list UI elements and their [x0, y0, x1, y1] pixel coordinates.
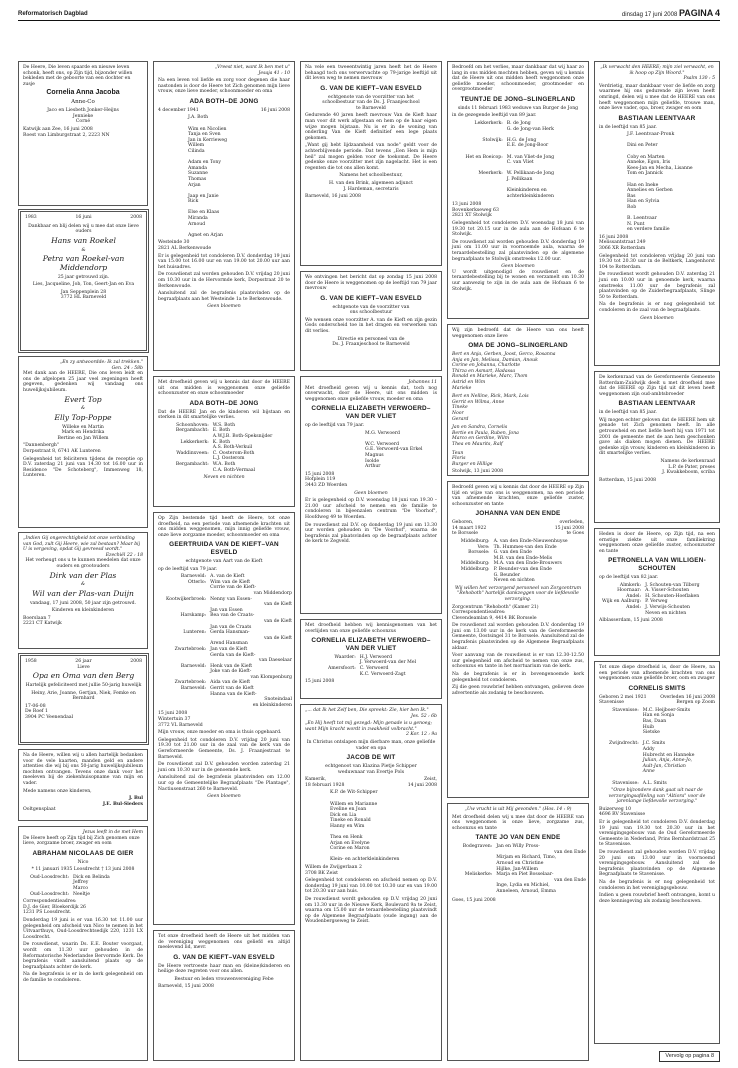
- couple-name-2: Elly Top-Poppe: [54, 412, 112, 422]
- address: 15 juni 2008: [305, 679, 335, 685]
- bible-verse: Jezus leeft in de met Hem: [82, 830, 143, 835]
- verse-ref: Ezechiël 22 : 18: [105, 552, 143, 558]
- ad-text: Donderdag 19 juni is er van 16.30 tot 11.00 uur gelegenheid om afscheid van Nico te nemen in het Uitvaarthuys, Oud-Loosdrechtsedijk 220, 1231 LX Loosdrecht.: [23, 917, 143, 940]
- signature: J. Bul J.E. Bul-Sieders: [102, 796, 143, 807]
- anniversary-announcement-berg: [20, 655, 147, 743]
- address: Alblasserdam, 15 juni 2008: [599, 618, 663, 624]
- ad-text: De rouwdienst zal D.V. gehouden worden zaterdag 21 juni om 10.30 uur in de genoemde kerk.: [158, 762, 290, 773]
- ad-text: Met droefheid geven wij u kennis dat, toch nog onverwacht, door de Heere, uit ons midden is weggenomen onze geliefde vrouw, moeder en oma: [305, 385, 437, 402]
- children-names: Heiny, Arie, Joanne, Gertjan, Niek, Femke en Bernhard: [31, 690, 136, 702]
- deceased-name: JACOB DE WIT: [346, 754, 396, 762]
- deceased-name: ADA BOTH–DE JONG: [189, 399, 259, 407]
- signature: Directie en personeel van de Ds. J. Fraanjeschool te Barneveld: [332, 336, 410, 348]
- deceased-name: ADA BOTH–DE JONG: [189, 97, 259, 105]
- deceased-subtitle: echtgenote van de voorzitter van ons schoolbestuur: [332, 304, 410, 316]
- relatives-list: Lekkerkerk: B. de Jong G. de Jong-van Herk Stolwijk: H.G. de Jong E.E. de Jong-Boor Het en Boeicop: M. van Vliet-de Jong C. van Vliet Meerkerk: W. Pellikaan-de Jong J. Pellikaan Kleinkinderen en achterkleinkinderen: [465, 120, 555, 199]
- address: Jan Seppenplein 28 3772 HL Barneveld: [60, 289, 107, 301]
- relatives-list: Stavenisse: M.C. Heijboer-Smits Han en Sonja Bas, Daan Huib Sietske Zwijndrecht: J.C. Smits Addy Hubrecht en Hanneke Julian, Anja, Anne-Jo, Ault-Jan, Christian Anne Stavenisse: A.L. Smits: [608, 707, 695, 786]
- ad-text: De rouwdienst zal worden gehouden D.V. vrijdag 20 juni om 10.30 uur in de Hervormde kerk, Dorpsstraat 20 te Berkenwoude.: [158, 272, 290, 289]
- ad-text: De kerkenraad van de Gereformeerde Gemeente Rotterdam-Zuidwijk deelt u met droefheid mee dat de HEERE op Zijn tijd uit dit leven heeft weggenomen zijn oud-ambtsbroeder: [599, 375, 715, 397]
- address: Buizerweg 10 4696 RV Stavenisse: [599, 806, 646, 818]
- anniversary-announcement-top: [18, 356, 148, 528]
- ad-text: Hartelijk gefeliciteerd met jullie 50-jarig huwelijk: [25, 682, 142, 688]
- ampersand: &: [80, 406, 86, 412]
- obituary-cornelis-smits: [594, 661, 720, 1044]
- relatives-list: Bodegraven: Jan en Willy Pross- van den Ende Mirjam en Richard, Timo, Arnoud en Christine Hijlke, Jan-Willem Meliskerke: Marja en Piet Bosselaar- van den Ende Inge, Lydia en Michiel, Anneleen, Arnoud, Emma: [462, 844, 586, 894]
- ad-text: De Heere vertroeste haar man en (kleine)kinderen en heilige deze regreten voor ons allen.: [158, 963, 290, 975]
- address: Westeinde 30 2821 AL Berkenwoude: [158, 240, 212, 252]
- life-dates: 14 maart 1922 15 juni 2008: [452, 525, 584, 531]
- ad-text: Indien u geen rouwbrief heeft ontvangen, komt u deze kennisgeving als zodanig beschouwen.: [599, 893, 715, 904]
- obituary-teuntje-de-jong: [447, 61, 589, 319]
- obituary-de-gier: [18, 826, 148, 1061]
- relatives-list: Almkerk: J. Schouten-van Tilborg Hoornaar: A. Visser-Schouten Andel: H. Schouten-Hoeflaken Wijk en Aalburg: P. Verweg Andel: J. Verwijs-Schouten Neven en nichten: [602, 582, 700, 616]
- date-row: 1958 26 jaar 2008: [25, 659, 142, 664]
- deceased-name: TANTE JO VAN DEN ENDE: [475, 834, 561, 842]
- ampersand: &: [81, 247, 86, 253]
- verse-ref: Gen. 24 : 58b: [111, 365, 143, 371]
- obituary-johanna-van-den-ende: [447, 481, 589, 798]
- relatives-list: Waarder: H.J. Verwoerd J. Verwoerd-van der Mel Amersfoort: C. Verwoerd K.C. Verwoerd-Zagt: [328, 654, 417, 677]
- couple-name: Opa en Oma van den Berg: [32, 671, 135, 681]
- ad-text: Er is gelegenheid tot condoleren D.V. donderdag 19 juni van 15.00 tot 16.00 uur en van 19.00 tot 20.00 uur aan het huisadres.: [158, 253, 290, 270]
- date-row: 1983 16 juni 2008: [25, 215, 142, 220]
- ad-text: We wensen onze voorzitter A. van de Kieft en zijn gezin Gods onderscheid toe in het dragen en verwerken van dit verlies.: [305, 317, 437, 334]
- life-dates: * 11 januari 1935 Loosdrecht † 13 juni 2008: [31, 867, 135, 873]
- deceased-name: CORNELIA ELIZABETH VERWOERD–VAN DER VLIET: [311, 637, 431, 652]
- address: Ooltgensplaat: [23, 807, 56, 813]
- deceased-name: JOHANNA VAN DEN ENDE: [475, 510, 561, 518]
- address: Willem de Zwijgerlaan 2 3708 BK Zeist: [305, 865, 362, 876]
- ad-text: We ontvingen het bericht dat op zondag 15 juni 2008 door de Heere is weggenomen op de leeftijd van 79 jaar mevrouw: [305, 275, 437, 292]
- relatives-list: J.F. Leentvaar-Pronk Dini en Peter Coby en Marten Anneke, Egon, Iris Kees-Jan en Mecha, Lisanne Tom en Jannick Han en Ineke Annelies en Gerben Bas Han en Sylvia Rob B. Leentvaar N. Punt en verdere familie: [627, 132, 693, 233]
- ad-text: Aansluitend zal de begrafenis plaatsvinden om 12.00 uur op de Gemeentelijke Begraafplaats "De Plantage", Nactiusenstraat 260 te Barneveld.: [158, 775, 290, 792]
- address: 17-06-08 De Roef 1 3904 PC Veenendaal: [25, 703, 74, 720]
- children-names: Kinderen en kleinkinderen: [51, 608, 115, 614]
- relatives-list: Barneveld: A. van de Kieft Otterlo: Wim van de Kieft Corrie van de Kieft- van Middendorp Kootwijkerbroek: Nenny van Essen- van de Kieft Jan van Essen Harskamp: Bea van de Craats- van de Kieft Jan van de Craats Lunteren: Gerda Hansman- van de Kieft Arend Hansman Zwartebroek: Jan van de Kieft Gerda van de Kieft- van Daeselaar Barneveld: Henk van de Kieft Joke van de Kieft- van Klompenburg Zwartebroek: Aida van de Kieft Barneveld: Gerrit van de Kieft Hanna van de Kieft- Snoteindaal en kleinkinderen: [165, 574, 292, 708]
- deceased-subtitle: weduwnaar van Evertje Pols: [337, 769, 405, 775]
- deceased-name: BASTIAAN LEENTVAAR: [618, 114, 696, 122]
- deceased-nickname: Nico: [77, 859, 89, 865]
- couple-name-1: Dirk van der Plas: [49, 570, 117, 580]
- closing-note: Geen bloemen: [207, 794, 241, 800]
- closing-note: Geen bloemen: [354, 490, 388, 496]
- deceased-name: G. VAN DE KIEFT–VAN ESVELD: [320, 84, 422, 92]
- ad-text: De rouwdienst, waarin Ds. E.E. Bouter voorgaat, wordt om 11.30 uur gehouden in de Reformatorische Nederlandse Bervormde Kerk. De begrafenis vindt aansluitend plaats op de begraafplaats achter de kerk.: [23, 942, 143, 970]
- ad-text: De rouwdienst zal D.V. op donderdag 19 juni om 13.30 uur worden gehouden in "De Voorhof", waarna de begrafenis zal plaatsvinden op de begraafplaats achter de kerk te Zegveld.: [305, 522, 437, 545]
- deceased-name: CORNELIS SMITS: [628, 684, 686, 692]
- deceased-name: BASTIAAN LEENTVAAR: [618, 400, 696, 408]
- signature: Namens het schoolbestuur,: [339, 173, 403, 179]
- ad-text: De rouwdienst zal worden gehouden D.V. donderdag 19 juni om 13.00 uur in de kerk van de Gereformeerde Gemeente, Oostsingel 31 te Borssele. Aansluitend zal de begrafenis plaatsvinden op de Algemene Begraafplaats aldaar.: [452, 623, 584, 651]
- address: Dorpsstraat 8, 6741 AK Lunteren: [23, 448, 101, 454]
- ad-text: Na de Heere, willen wij u allen hartelijk bedanken voor de vele kaarten, manden geld en andere attenties die wij bij ons 50-jarig huwelijksjubileum mochten ontvangen. Tevens onze dank voor het meeleven bij de ziekenhuisopname van mijn en vader.: [23, 753, 143, 786]
- address: Stolwijk, 13 juni 2008: [452, 469, 504, 475]
- anniversary-announcement-roekel: [20, 211, 147, 351]
- ad-text: Na de begrafenis is er nog gelegenheid tot condoleren in het verenigingsgebouw.: [599, 880, 715, 891]
- page-header: [18, 5, 720, 21]
- salutation: Lieve: [77, 664, 90, 670]
- newspaper-name: Reformatorisch Dagblad: [18, 10, 88, 17]
- obituary-kieft-vereniging: [153, 930, 295, 1061]
- life-dates: 4 december 1941 16 juni 2008: [158, 107, 290, 113]
- page-date: dinsdag 17 juni 2008 PAGINA 4: [621, 7, 720, 18]
- couple-name-2: Petra van Roekel-van Middendorp: [42, 254, 125, 272]
- ad-text: De Heere, Die leven spaarde en nieuwe leven schonk, heeft ons, op Zijn tijd, bijzonder willen bekleden met de geboorte van een dochter en zusje: [23, 65, 133, 87]
- continued-on-page-link[interactable]: Vervolg op pagina 8: [659, 1051, 720, 1062]
- deceased-age: op de leeftijd van 79 jaar.: [158, 566, 218, 572]
- ad-text: Op Zijn bestemde tijd heeft de Heere, tot onze droefheid, na een periode van afnemende krachten uit ons midden weggenomen, mijn innig geliefde vrouw, onze lieve zorgzame moeder, schoonmoeder en oma: [158, 516, 290, 538]
- relatives-list: Oud-Loosdrecht: Dick en Belinda Jeffrey Marco Oud-Loosdrecht: Neeltje: [30, 874, 110, 897]
- ad-text: Bedroefd om het verlies, maar dankbaar dat wij haar zo lang in ons midden mochten hebben, geven wij u kennis dat de Heere uit ons midden heeft weggenomen onze geliefde moeder, schoonmoeder, grootmoeder en overgrootmoeder: [452, 65, 584, 93]
- ad-text: Mede namens onze kinderen,: [23, 788, 92, 794]
- ad-text: De rouwdienst zal worden gehouden D.V. donderdag 19 juni om 11.00 uur in voornoemde aula, waarna de teraardebestelling zal plaatsvinden op de algemene begraafplaats te Stolwijk omstreeks 12.00 uur.: [452, 239, 584, 262]
- ad-text: Gedurende 40 jaren heeft mevrouw Van de Kieft haar man voor dit werk afgestaan en hem op de haar eigen wijze mogen bijstaan. Nu is er in de woning van onderling Van de Kieft definitief een lege plaats gekomen.: [305, 113, 437, 141]
- deceased-name: CORNELIA ELIZABETH VERWOERD–VAN DER VLIET: [311, 405, 431, 421]
- thanks-note: Wij willen het verzorgend personeel van Zorgcentrum "Rehoboth" hartelijk dankzeggen voor de liefdevolle verzorging.: [454, 585, 582, 602]
- address: Barneveld, 15 juni 2008: [158, 984, 214, 990]
- obituary-ada-both: [153, 61, 295, 371]
- child-name: Cornelia Anna Jacoba: [46, 89, 120, 97]
- address: Rotterdam, 15 juni 2008: [599, 477, 657, 483]
- ad-text: Gelegenheid tot condoleren D.V. woensdag 18 juni van 19.30 tot 20.15 uur in de aula aan de Hofsaan 6 te Stolwijk.: [452, 221, 584, 238]
- anniversary-announcement-plas: [18, 532, 148, 649]
- ad-text: „Want gij hebt lijdzaamheid van node" geldt voor de achterblijvende periode. Dat tevens „Een Hem is mijn heil" zal mogen gelden voor de toekomst. De Heere gedenke onze voorzitter met zijn nagelacht. Het is een regenten die tot ons allen komt.: [305, 143, 437, 171]
- ad-text: In Christus ontslapen mijn dierbare man, onze geliefde vader en opa: [306, 739, 436, 751]
- ad-text: De rouwdienst zal gehouden worden D.V. vrijdag 20 juni om 13.00 uur in voornoemd verenigingsgebouw. Aansluitend zal de begrafenis plaatsvinden op de Algemene Begraafplaats te Stavenisse.: [599, 850, 715, 878]
- ampersand: &: [80, 582, 86, 588]
- bible-verse: „Indien Gij ongerechtigheid tot onze verbinding van God, zult Gij Heere, wie zal bestaan? Maar bij U is vergeving, opdat Gij gevreesd wordt.": [23, 536, 141, 553]
- deceased-name: G. VAN DE KIEFT–VAN ESVELD: [173, 953, 275, 961]
- bible-verse: „Uw vrucht is uit Mij gevonden." (Hos. 14 : 9): [464, 807, 572, 812]
- ad-text: Wij zijn bedroefd dat de Heere van ons heeft weggenomen onze lieve: [452, 328, 584, 339]
- ad-text: Tot onze diepe droefheid is, door de Heere, na een periode van afnemende krachten van ons weggenomen onze geliefde broer, oom en zwager: [599, 665, 715, 682]
- ad-text: Gelegenheid tot condoleren D.V. vrijdag 20 juni van 19.30 tot 21.00 uur in de zaal van de kerk van de Gereformeerde Gemeente, Ds. J. Fraanjestraat te Barneveld.: [158, 737, 290, 760]
- obituary-petronella-van-willigen: [594, 528, 720, 656]
- deceased-subtitle: sinds 11 februari 1983 weduwe van Burger de Jong: [457, 105, 579, 111]
- address: Goes, 15 juni 2008: [452, 897, 496, 903]
- correspondence-address: Zorgcentrum "Rehoboth" (Kamer 21) Correspondentieadres: Clevendeamlan 9, 4414 BK Borssele: [452, 604, 539, 621]
- ad-text: Met droefheid geven wij u kennis dat door de HEERE uit ons midden is weggenomen onze geliefde schoonzuster en onze schoonmoeder: [158, 380, 290, 397]
- deceased-name: G. VAN DE KIEFT–VAN ESVELD: [320, 294, 422, 302]
- ad-text: Na een leven vol liefde en zorg voor degenen die haar nastonden is door de Heere tot Zich genomen mijn lieve vrouw, onze lieve moeder, schoonmoeder en oma: [158, 78, 290, 95]
- address: 15 juni 2008 Wintertuin 37 3772 VL Barneveld: [158, 711, 203, 728]
- ad-text: De Heere heeft op Zijn tijd bij Zich genomen onze lieve, zorgzame broer, zwager en oom: [23, 835, 140, 847]
- obituary-kieft-directie: [300, 271, 442, 371]
- obituary-jacob-de-wit: [300, 704, 442, 1061]
- deceased-subtitle: echtgenote van Aart van de Kieft: [185, 559, 263, 564]
- ad-text: Zij die geen rouwbrief hebben ontvangen, gelieven deze advertentie als zodanig te beschouwen.: [452, 685, 584, 696]
- thank-you-notice: [18, 749, 148, 821]
- bible-verse: „En zy antwoordde: Ik zal trekken.": [59, 360, 143, 365]
- life-places: te Borssele te Goes: [452, 531, 584, 537]
- correspondence-address: Correspondentieadres: D.J. de Gier, Bloekerdijk 26 1231 PS Loosdrecht.: [23, 899, 86, 916]
- life-places: Stavenisse Bergen op Zoom: [599, 700, 715, 706]
- deceased-name: OMA DE JONG–SLINGERLAND: [468, 342, 568, 350]
- verse-ref: 2 Kor. 12 : 9a: [405, 732, 437, 738]
- ad-text: Gelegenheid tot condoleren vrijdag 20 juni van 19.30 tot 20.30 uur in de Beltkerk, Langenhorst 104 te Rotterdam.: [599, 253, 715, 270]
- signature: Bestuur en leden vrouwenvereniging Febe: [174, 976, 274, 982]
- thanks-note: "Onze bijzondere dank gaat uit naar de verzorgingsafdeling van "Altiora" voor de jarenlange liefdevolle verzorging.": [608, 788, 706, 805]
- ad-text: Bedroefd geven wij u kennis dat door de HEERE op Zijn tijd en wijze van ons is weggenomen, na een periode van afnemende krachten, onze geliefde zuster, schoonzuster en tante: [452, 485, 584, 507]
- verse-ref: Jes. 52 : 6b: [410, 713, 437, 719]
- ad-text: Na de begrafenis is er in bovengenoemde kerk gelegenheid tot condoleren.: [452, 672, 584, 683]
- ad-text: Met dank aan de HEERE, Die ons leven leidt en ons de afgelopen 25 jaar veel zegeningen heeft gegeven, gedenken wij vandaag ons huwelijksjubileum.: [23, 371, 143, 393]
- signature-names: L.P. de Pater, preses J. Kwakkeboom, scriba: [662, 464, 715, 476]
- verse-ref: Psalm 130 : 5: [683, 76, 715, 82]
- deceased-age: op de leeftijd van 79 jaar.: [305, 423, 365, 428]
- ad-text: Verdrietig, maar dankbaar voor de liefde en zorg waarmee hij ons gedurende zijn leven heeft omringd, delen wij u mee dat de HEERE van ons heeft weggenomen mijn geliefde, trouwe man, onze lieve vader, opa, broer, zwager en oom: [599, 83, 715, 112]
- deceased-name: ABRAHAM NICOLAAS DE GIER: [32, 849, 134, 857]
- place-name: "Dannenbergh": [23, 443, 59, 449]
- closing-note: Geen bloemen: [207, 304, 241, 310]
- closing-note: Neven en nichten: [203, 475, 245, 481]
- verse-ref: Johannes 11: [408, 380, 437, 385]
- child-nickname: Anne-Co: [71, 99, 95, 106]
- obituary-leentvaar-kerkenraad: [594, 371, 720, 523]
- ad-text: 25 jaar getrouwd zijn.: [57, 274, 110, 280]
- ad-text: Met droefheid hebben wij kennisgenomen van het overlijden van onze geliefde schoonzus: [305, 623, 437, 634]
- ad-text: Dankbaar en blij delen wij u mee dat onze lieve ouders: [28, 223, 139, 235]
- obituary-bastiaan-leentvaar: [594, 61, 720, 366]
- children-names: Lies, Jacqueline, Job, Ton, Geert-Jan en Eva: [32, 282, 135, 288]
- ad-text: Gelegenheid tot condoleren en afscheid nemen op D.V. donderdag 19 juni van 10.00 tot 10.30 uur en van 19.00 tot 20.30 uur aan huis.: [305, 878, 437, 895]
- ad-text: Wij mogen echter geloven dat de HEERE hem uit genade tot Zich genomen heeft. In alle getrouwheid en met liefde heeft hij van 1971 tot 2001 de gemeente met de aan hem geschonken gave als diaken mogen dienen. De HEERE gedenke zijn vrouw, kinderen en kleinkinderen in dit smartelijke verlies.: [599, 417, 715, 457]
- deceased-name: GEERTRUIDA VAN DE KIEFT–VAN ESVELD: [169, 541, 279, 557]
- obituary-oma-de-jong: [447, 324, 589, 476]
- deceased-age: op de leeftijd van 82 jaar.: [599, 575, 659, 580]
- ad-text: Gelegenheid tot feliciteren tijdens de receptie op D.V. zaterdag 21 juni van 14.30 tot 16.00 uur in Residence "De Schoteberg", Immenweg 18, Lunteren.: [23, 456, 143, 479]
- ad-text: Na vele een tweeentwintig jaren heeft het de Heere behaagd toch ons verwervachte op 79-jarige leeftijd uit dit leven weg te nemen mevrouw: [305, 65, 437, 82]
- bible-verse: „... dat Ik het Zelf ben, Die spreekt: Zie, hier ben Ik.": [305, 708, 429, 713]
- ad-text: Heden is door de Heere, op Zijn tijd, na een ernstige ziekte uit onze familiekring weggenomen onze geliefde zuster, schoonzuster en tante: [599, 532, 715, 554]
- deceased-age: in de leeftijd van 85 jaar.: [599, 410, 657, 416]
- ad-text: Tot onze droefheid heeft de Heere uit het midden van de vereniging weggenomen ons geliefd en altijd meelevend lid, mevr.: [158, 934, 290, 951]
- verse-ref: Jesaja 41 : 10: [258, 70, 290, 76]
- birth-announcement: [18, 61, 148, 206]
- obituary-geertruida-van-de-kieft: [153, 512, 295, 925]
- relatives-list: Schoonhoven: W.S. Both Bergambacht: E. Both A.W.J.B. Both-Speksnijder Lekkerkerk: K. Both A.S. Both-Verkuil Waddinxveen: C. Oosterom-Both L.J. Oosterom Bergambacht: W.A. Both C.A. Both-Vermaal: [175, 422, 273, 473]
- bible-verse: „Vreest niet, want Ik ben met u": [214, 65, 290, 70]
- obituary-kieft-schoolbestuur: [300, 61, 442, 266]
- deceased-name: PETRONELLA VAN WILLIGEN-SCHOUTEN: [608, 557, 706, 573]
- ad-text: Het verheugt ons u te kunnen meedelen dat onze ouders en grootouders: [25, 558, 141, 569]
- couple-name-2: Wil van der Plas-van Duijn: [32, 588, 134, 598]
- children-list: Willeke en Martin Mark en Hendrika Bertine en Jan Willem: [57, 424, 109, 441]
- address: 16 juni 2008 Melissantstraat 249 3066 XR Rotterdam: [599, 234, 646, 252]
- ad-text: Voor aanvang van de rouwdienst is er van 12.30-12.50 uur gelegenheid om afscheid te nemen van onze zus, schoonzus en tante in het mortuarium van de kerk.: [452, 653, 584, 670]
- address: Boerslaan 7 2221 CT Katwijk: [23, 615, 62, 627]
- life-places: Kamerik, Zeist,: [305, 777, 437, 783]
- ad-text: Na de begrafenis is er in de kerk gelegenheid om de familie te condoleren.: [23, 972, 143, 983]
- ad-text: Na de begrafenis is er nog gelegenheid tot condoleren in de zaal van de begraafplaats.: [599, 302, 715, 313]
- ad-text: Met droefheid delen wij u mee dat door de HEERE van ons weggenomen is onze lieve, zorgzame zus, schoonzus en tante: [452, 814, 584, 831]
- deceased-subtitle: echtgenoot van Klazina Pietje Schipper: [325, 763, 417, 769]
- ad-text: Mijn vrouw, onze moeder en oma is thuis opgebaard.: [158, 730, 282, 736]
- obituary-verwoerd: [300, 376, 442, 614]
- bible-verse: „Ik verwacht den HEERE; mijn ziel verwacht, en ik hoop op Zijn Woord.": [600, 65, 714, 76]
- relatives-list: Bert en Anja, Gerben, Joost, Gerco, Rosanna Anja en Jan, Melissa, Damian, Anouk Corine en Johanna, Charlotte Thirza en Asmart, Hadassa Ronald en Marieke, Marc, Thom Astrid en Wim Marieke Bert en Nelline, Rick, Mark, Lois Gerrit en Wilma, Anne Tineke Noor Gerard Jan en Sandra, Cornelis Bertie en Paula, Ruben, Jona Marco en Gerdine, Wilm Thea en Maurits, Ralf Teun Floris Burger en Hillige: [452, 352, 556, 467]
- signature-names: H. van den Brink, algemeen adjunct J. Hardeman, secretaris: [329, 180, 413, 192]
- bible-verse: „En Hij heeft tot mij gezegd: Mijn genade is u genoeg; want Mijn kracht wordt in zwakheid volbracht.": [305, 721, 433, 732]
- ad-text: Dat de HEERE Jan en de kinderen wil bijstaan en sterken in dit smartelijke verlies.: [158, 409, 290, 421]
- ad-text: U wordt uitgenodigd de rouwdienst en de teraardebestelling bij te wonen en verzamelt om 10.30 uur aanwezig te zijn in de aula aan de Hofsaan 6 te Stolwijk.: [452, 269, 584, 292]
- ad-text: De rouwdienst wordt gehouden op D.V. vrijdag 20 juni om 13.30 uur in de Nieuwe Kerk, Boulevard 9a te Zeist, waarna om 15.00 uur de teraardebestelling plaatsvindt op de Algemene Begraafplaats (oude ingang) aan de Woudenbergseweg te Zeist.: [305, 897, 437, 925]
- relatives-list: M.G. Verwoerd W.C. Verwoerd G.E. Verwoerd-van Erkel Magnus Isolde Arthur: [365, 430, 423, 470]
- obituary-tante-jo: [447, 803, 589, 1061]
- deceased-subtitle: echtgenote van de voorzitter van het schoolbestuur van de Ds. J. Fraanjeschool te Barneveld: [322, 94, 420, 111]
- deceased-age: in de gezegende leeftijd van 89 jaar.: [452, 113, 537, 119]
- couple-name-1: Evert Top: [64, 394, 102, 404]
- deceased-name: TEUNTJE DE JONG–SLINGERLAND: [460, 95, 576, 103]
- obituary-verwoerd-family: [300, 619, 442, 699]
- address: Barneveld, 16 juni 2008: [305, 194, 361, 200]
- parents-list: Jaco en Liesbeth Jonker-Heijns Jennieke Corné: [47, 108, 119, 125]
- life-dates: Geboren 2 mei 1921 Overleden 16 juni 2008: [599, 694, 715, 700]
- address: 13 juni 2008 Bovenkerkseweg 63 2821 XT Stolwijk: [452, 202, 499, 219]
- closing-note: Geen bloemen: [640, 315, 674, 321]
- ad-text: Aansluitend zal de begrafenis plaatsvinden op de begraafplaats aan het Westeinde 1a te Berkenwoude.: [158, 291, 290, 302]
- signature: Namens de kerkenraad: [660, 458, 715, 464]
- obituary-ada-both-family: [153, 376, 295, 507]
- address: Katwijk aan Zee, 16 juni 2008 Roest van Limburgstraat 2, 2223 NN: [23, 126, 110, 138]
- relatives-list: J.A. Both Wim en Nicolien Tanja en Sven Jan in Kerrieweg Willem Cilinda Adam en Tony Amanda Suzanne Thomas Arjan Jaap en Janie Rick Else en Klaas Miranda Arnoud Agnet en Arjan: [188, 115, 228, 238]
- ad-text: vandaag, 17 juni 2008, 50 jaar zijn getrouwd.: [29, 600, 137, 606]
- closing-note: Geen bloemen: [501, 264, 535, 270]
- ad-text: De rouwdienst wordt gehouden D.V. zaterdag 21 juni om 10.00 uur in genoemde kerk, waarna omstreeks 11.00 uur de begrafenis zal plaatsvinden op de Zuiderbegraafplaats, Slinge 50 te Rotterdam.: [599, 272, 715, 300]
- life-labels: Geboren, overleden,: [452, 520, 584, 526]
- address: 15 juni 2008 Hofplein 119 3443 ZD Woerden: [305, 471, 348, 488]
- life-dates: 18 februari 1928 14 juni 2008: [305, 782, 437, 788]
- ad-text: Er is gelegenheid op D.V. woensdag 18 juni van 19.30 – 21.00 uur afscheid te nemen en de familie te condoleren in bijeenzalen centrum "De Voorhof", Hoofdweg 49 te Woerden.: [305, 498, 437, 520]
- ad-text: Er is gelegenheid tot condoleren D.V. donderdag 19 juni van 19.30 tot 20.30 uur in het verenigingsgebouw van de Oud Gereformeerde Gemeente in Nederland, Prins Bernhardstraat 25 te Stavenisse.: [599, 820, 715, 848]
- couple-name-1: Hans van Roekel: [51, 235, 116, 245]
- relatives-list: K.P. de Wit-Schipper Willem en Marianne Eveline en Joan Dick en Lia Tineke en Ronald Hanny en Wim Thea en Henk Arjan en Evelyne Corine en Maron Klein- en achterkleinkinderen: [330, 790, 400, 863]
- deceased-age: in de leeftijd van 85 jaar.: [599, 124, 657, 130]
- relatives-list: Middelburg: A. van den Ende-Nieuwenhuyse Vere: Th. Hummes-van den Ende Borssele: G. van den Ende M.B. van den Ende-Melis Middelburg: M.A. van den Ende-Brouwers Middelburg: P. Beunder-van den Ende G. Beunder Neven en nichten: [460, 538, 568, 584]
